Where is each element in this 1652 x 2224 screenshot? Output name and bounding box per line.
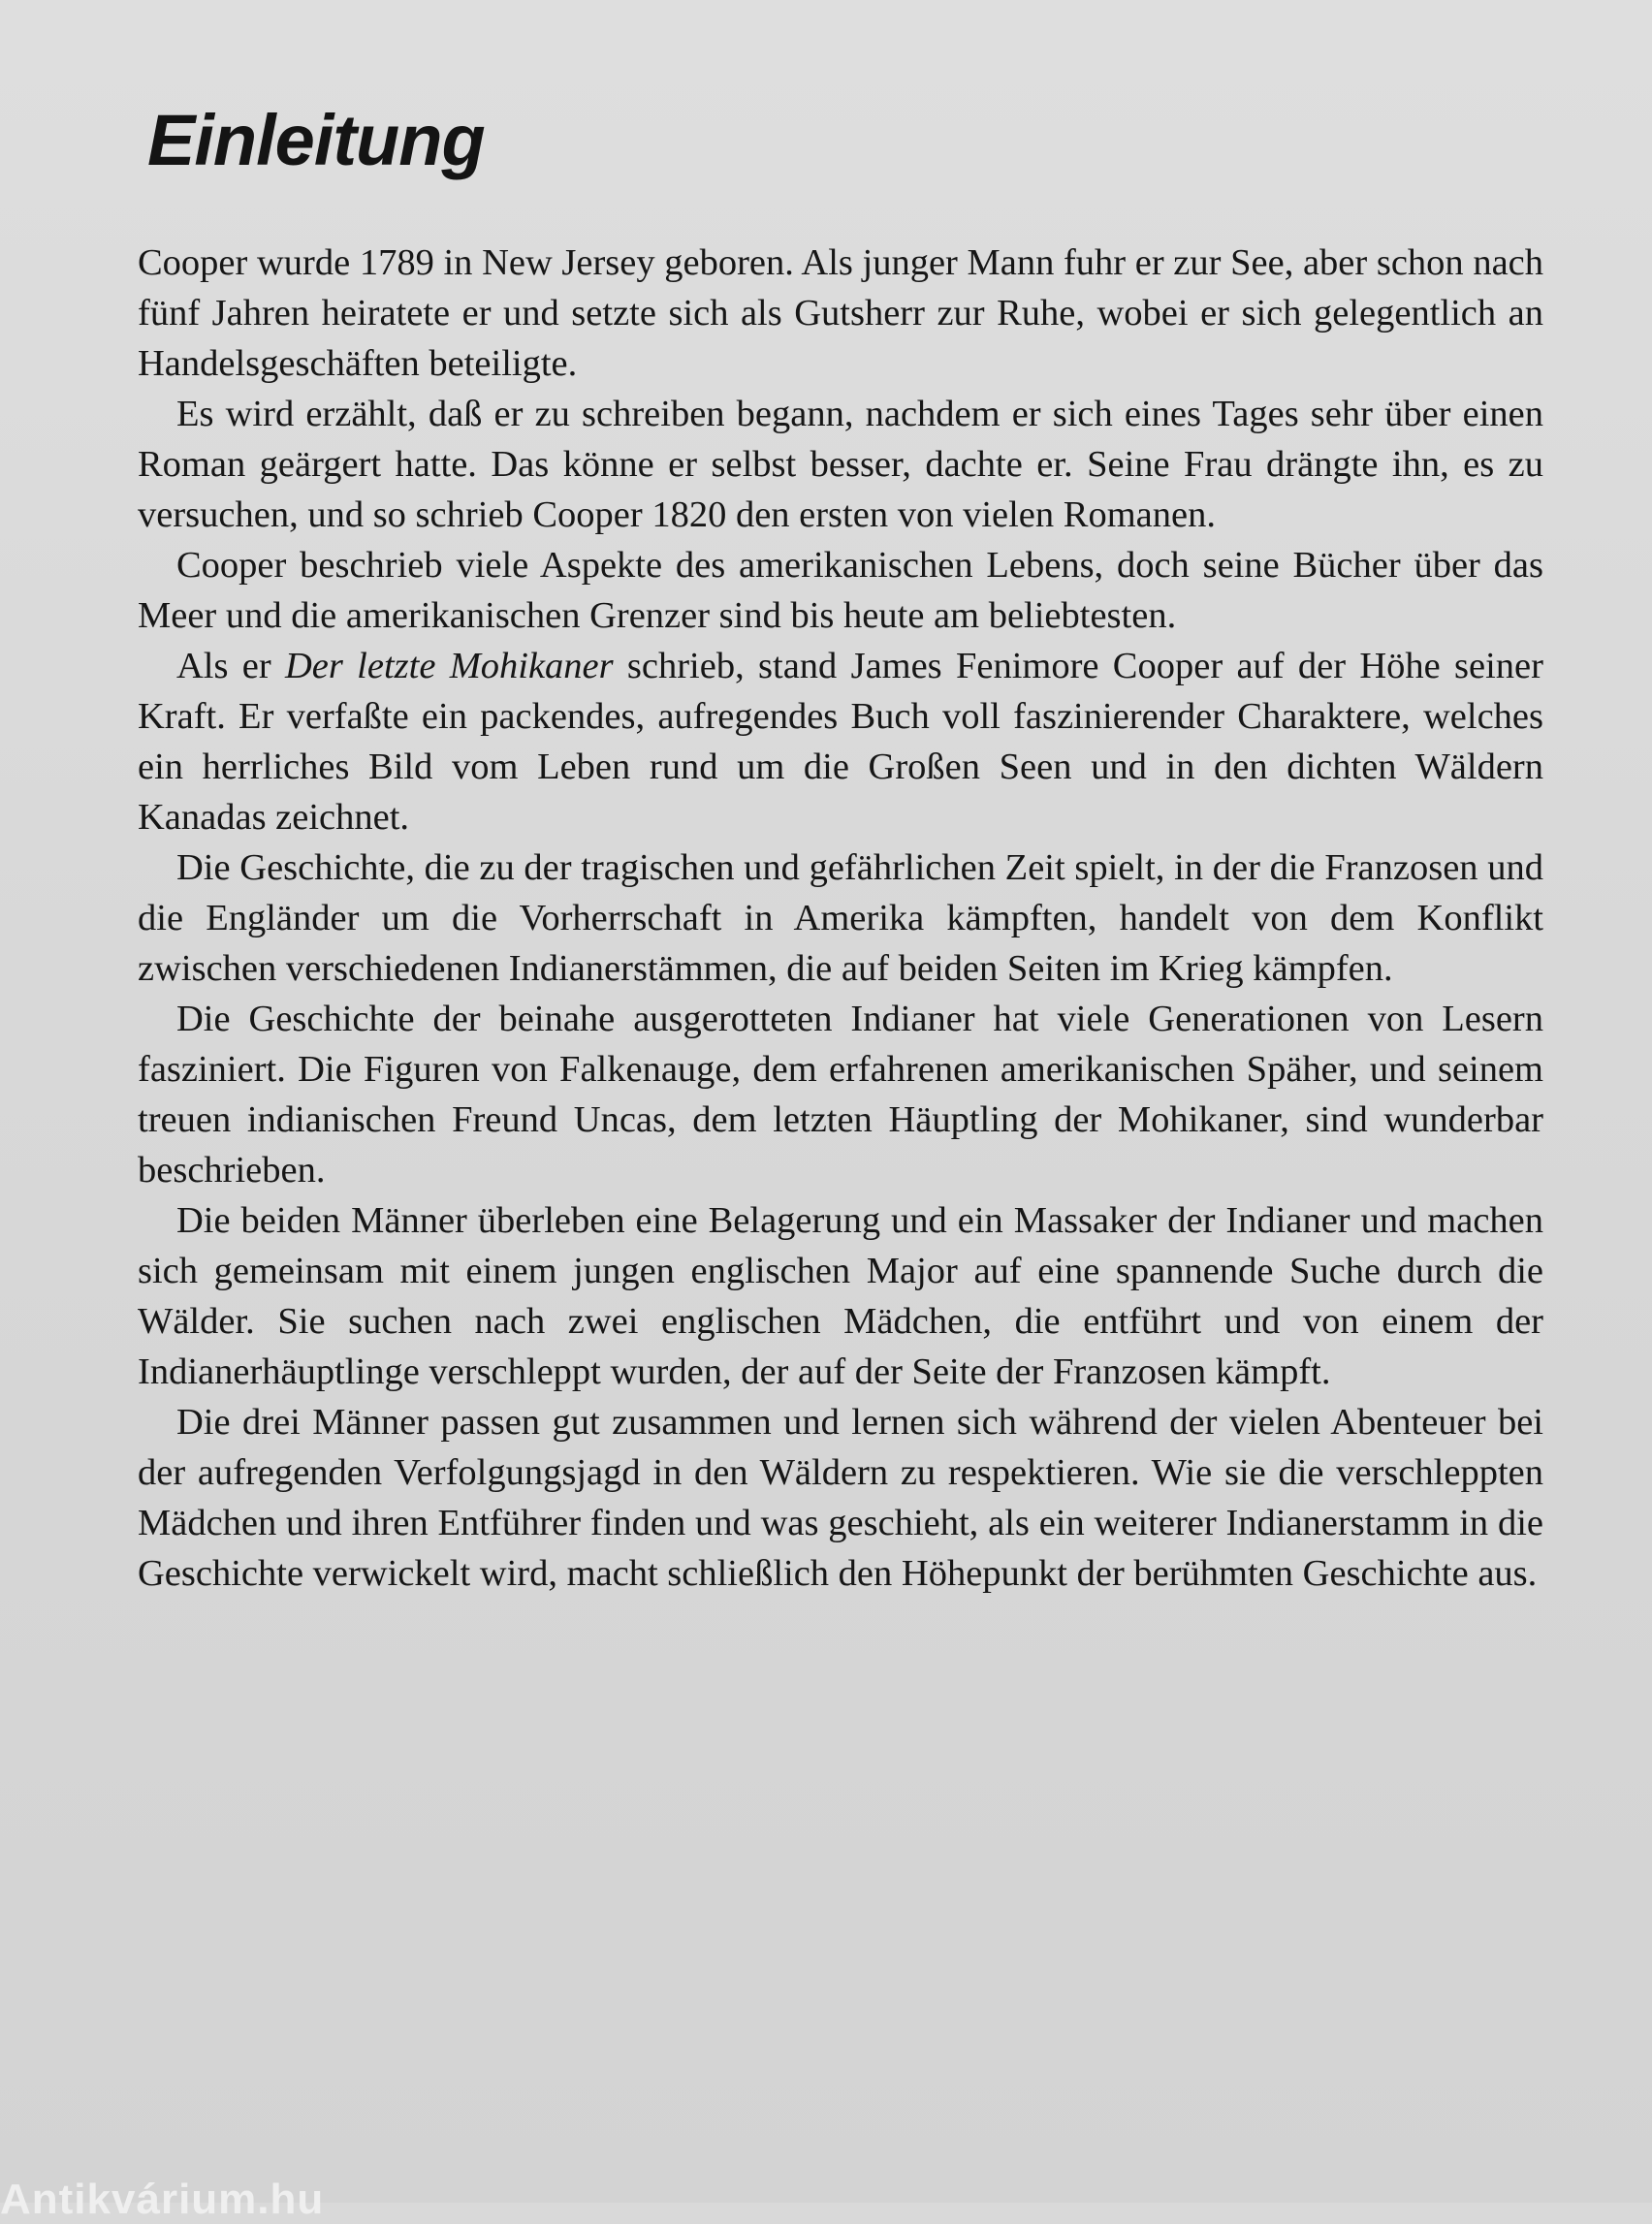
paragraph-4 (138, 641, 1543, 842)
body-text (138, 238, 1543, 1599)
book-title-italic: Der letzte Mohikaner (284, 646, 614, 686)
paragraph-7: Die beiden Männer überleben eine Belagerung und ein Massaker der Indianer und machen sich gemeinsam mit einem jungen englischen Major auf eine spannende Suche durch die Wälder. Sie suchen nach zwei englischen Mädchen, die entführt und von einem der Indianerhäuptlinge verschleppt wurden, der auf der Seite der Franzosen kämpft. (138, 1200, 1543, 1392)
paragraph-2: Es wird erzählt, daß er zu schreiben begann, nachdem er sich eines Tages sehr über einen Roman geärgert hatte. Das könne er selbst besser, dachte er. Seine Frau drängte ihn, es zu versuchen, und so schrieb Cooper 1820 den ersten von vielen Romanen. (138, 394, 1543, 535)
paragraph-6: Die Geschichte der beinahe ausgerotteten Indianer hat viele Generationen von Lesern fasziniert. Die Figuren von Falkenauge, dem erfahrenen amerikanischen Späher, und seinem treuen indianischen Freund Uncas, dem letzten Häuptling der Mohikaner, sind wunderbar beschrieben. (138, 999, 1543, 1191)
page-title: Einleitung (147, 100, 485, 180)
paragraph-3: Cooper beschrieb viele Aspekte des amerikanischen Lebens, doch seine Bücher über das Meer und die amerikanischen Grenzer sind bis heute am beliebtesten. (138, 545, 1543, 636)
paragraph-5: Die Geschichte, die zu der tragischen und gefährlichen Zeit spielt, in der die Franzosen und die Engländer um die Vorherrschaft in Amerika kämpften, handelt von dem Konflikt zwischen verschiedenen Indianerstämmen, die auf beiden Seiten im Krieg kämpfen. (138, 847, 1543, 989)
paragraph-8: Die drei Männer passen gut zusammen und lernen sich während der vielen Abenteuer bei der aufregenden Verfolgungsjagd in den Wäldern zu respektieren. Wie sie die verschleppten Mädchen und ihren Entführer finden und was geschieht, als ein weiterer Indianerstamm in die Geschichte verwickelt wird, macht schließlich den Höhepunkt der berühmten Geschichte aus. (138, 1402, 1543, 1594)
paragraph-1: Cooper wurde 1789 in New Jersey geboren. Als junger Mann fuhr er zur See, aber schon nach fünf Jahren heiratete er und setzte sich als Gutsherr zur Ruhe, wobei er sich gelegentlich an Handelsgeschäften beteiligte. (138, 242, 1543, 384)
paragraph-4-lead: Als er (176, 646, 285, 686)
watermark: Antikvárium.hu (0, 2176, 325, 2223)
paragraph-4-rest: schrieb, stand James Fenimore Cooper auf der Höhe seiner Kraft. Er verfaßte ein packendes, aufregendes Buch voll faszinierender Charaktere, welches ein herrliches Bild vom Leben rund um die Großen Seen und in den dichten Wäldern Kanadas zeichnet. (138, 646, 1543, 838)
